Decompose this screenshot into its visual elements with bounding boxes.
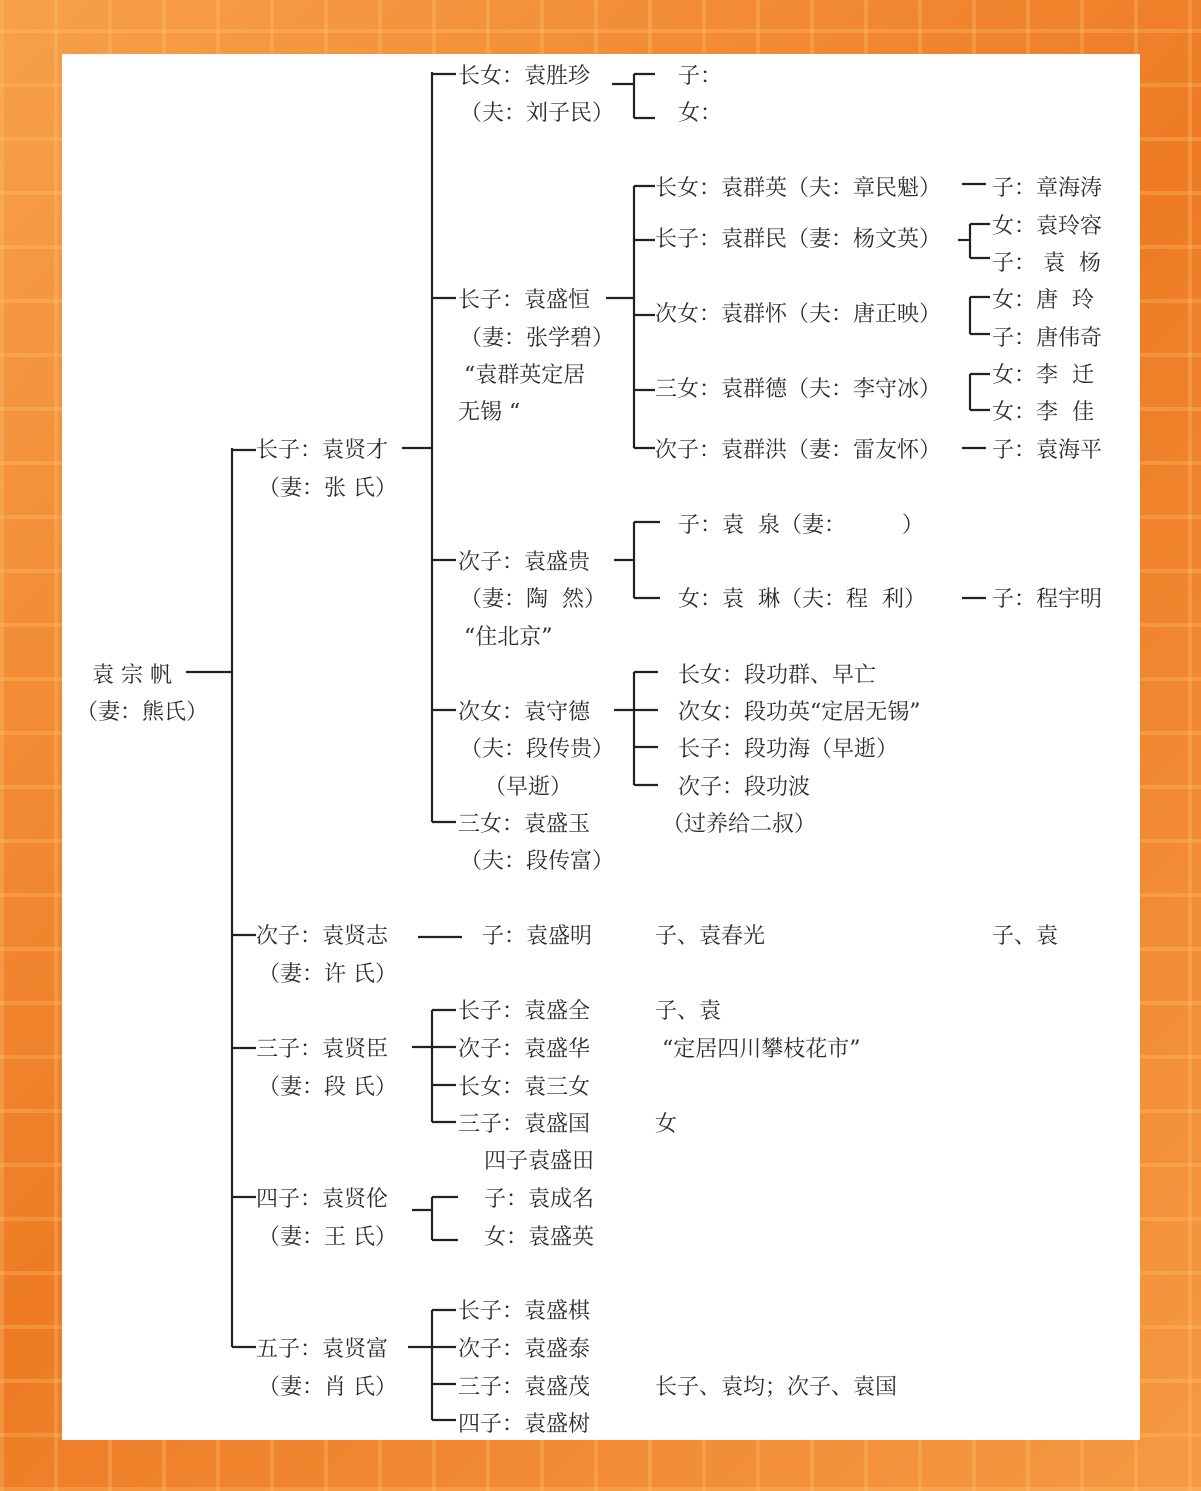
- b1-s1-note2: 无锡 “: [458, 400, 521, 425]
- b3-c4: 三子：袁盛国: [458, 1112, 591, 1137]
- b4-c2: 女：袁盛英: [484, 1225, 595, 1250]
- b5-c2: 次子：袁盛泰: [458, 1337, 591, 1362]
- b1-s2-c1: 子：袁 泉（妻： ）: [678, 513, 924, 538]
- b1-d2-c2: 次女：段功英“定居无锡”: [678, 700, 921, 725]
- b1-s1-c2: 长子：袁群民（妻：杨文英）: [655, 227, 942, 252]
- b1-d1-name: 长女：袁胜珍: [458, 64, 591, 89]
- b1-s1-c5: 次子：袁群洪（妻：雷友怀）: [655, 438, 942, 463]
- gen1-s5-name: 五子：袁贤富: [256, 1337, 389, 1362]
- gen1-s3-name: 三子：袁贤臣: [256, 1037, 389, 1062]
- b1-d2-c3: 长子：段功海（早逝）: [678, 737, 899, 762]
- b1-s2-spouse: （妻：陶 然）: [460, 587, 606, 612]
- gen1-s1-name: 长子：袁贤才: [256, 438, 389, 463]
- b1-s1-name: 长子：袁盛恒: [458, 288, 591, 313]
- b3-c1: 长子：袁盛全: [458, 999, 591, 1024]
- root-name: 袁 宗 帆: [92, 663, 172, 688]
- gen1-s2-spouse: （妻：许 氏）: [258, 962, 397, 987]
- b3-g1: 子、袁: [655, 999, 722, 1024]
- b1-s1-c3-k1: 女：唐 玲: [992, 288, 1094, 313]
- b5-c3: 三子：袁盛茂: [458, 1375, 591, 1400]
- gen1-s4-spouse: （妻：王 氏）: [258, 1225, 397, 1250]
- b1-s1-note1: “袁群英定居: [464, 363, 586, 388]
- b2-g2: 子、袁: [992, 924, 1059, 949]
- b5-c4: 四子：袁盛树: [458, 1412, 591, 1437]
- b1-s1-c5-k1: 子：袁海平: [992, 438, 1103, 463]
- b1-s1-spouse: （妻：张学碧）: [460, 326, 615, 351]
- b1-s1-c2-k2: 子： 袁 杨: [992, 251, 1101, 276]
- b1-s1-c1: 长女：袁群英（夫：章民魁）: [655, 176, 942, 201]
- b2-g1: 子、袁春光: [655, 924, 766, 949]
- b5-g3: 长子、袁均；次子、袁国: [655, 1375, 898, 1400]
- connector-c2-fork: [970, 224, 990, 258]
- connector-b4-fork: [432, 1197, 458, 1240]
- b1-s2-c2: 女：袁 琳（夫：程 利）: [678, 587, 926, 612]
- b4-c1: 子：袁成名: [484, 1187, 595, 1212]
- connector-c3-fork: [970, 297, 990, 334]
- gen1-s1-spouse: （妻：张 氏）: [258, 476, 397, 501]
- b3-c3: 长女：袁三女: [458, 1075, 591, 1100]
- b1-s1-c4-k2: 女：李 佳: [992, 400, 1094, 425]
- b1-d3-spouse: （夫：段传富）: [460, 849, 615, 874]
- b1-s1-c3: 次女：袁群怀（夫：唐正映）: [655, 302, 942, 327]
- b1-s1-c1-k1: 子：章海涛: [992, 176, 1103, 201]
- b1-d2-c4-note: （过养给二叔）: [662, 812, 817, 837]
- b1-s1-c2-k1: 女：袁玲容: [992, 214, 1103, 239]
- b1-s2-c2-k1: 子：程宇明: [992, 587, 1103, 612]
- b2-c1: 子：袁盛明: [482, 924, 593, 949]
- b3-c2: 次子：袁盛华: [458, 1037, 591, 1062]
- b1-d2-c1: 长女：段功群、早亡: [678, 663, 877, 688]
- b1-s1-c4: 三女：袁群德（夫：李守冰）: [655, 377, 942, 402]
- b1-d1-son: 子：: [678, 64, 723, 89]
- root-spouse: （妻：熊氏）: [76, 700, 209, 725]
- b1-s2-name: 次子：袁盛贵: [458, 550, 591, 575]
- b1-d2-c4: 次子：段功波: [678, 775, 811, 800]
- b1-d1-daughter: 女：: [678, 101, 723, 126]
- gen1-s3-spouse: （妻：段 氏）: [258, 1075, 397, 1100]
- b1-d1-spouse: （夫：刘子民）: [460, 101, 615, 126]
- b1-s1-c3-k2: 子：唐伟奇: [992, 326, 1103, 351]
- b1-d2-note: （早逝）: [484, 775, 573, 800]
- b1-d3-name: 三女：袁盛玉: [458, 812, 591, 837]
- gen1-s5-spouse: （妻：肖 氏）: [258, 1375, 397, 1400]
- b3-note: “定居四川攀枝花市”: [662, 1037, 861, 1062]
- b1-d2-name: 次女：袁守德: [458, 700, 591, 725]
- b1-s2-note: “住北京”: [464, 625, 553, 650]
- connector-c4-fork: [970, 374, 990, 410]
- b1-s1-c4-k1: 女：李 迁: [992, 363, 1094, 388]
- b5-c1: 长子：袁盛棋: [458, 1299, 591, 1324]
- b1-d2-spouse: （夫：段传贵）: [460, 737, 615, 762]
- b3-g3: 女: [655, 1112, 678, 1137]
- connector-s2-fork: [634, 522, 660, 598]
- gen1-s2-name: 次子：袁贤志: [256, 924, 389, 949]
- b3-c5: 四子袁盛田: [484, 1149, 595, 1174]
- gen1-s4-name: 四子：袁贤伦: [256, 1187, 389, 1212]
